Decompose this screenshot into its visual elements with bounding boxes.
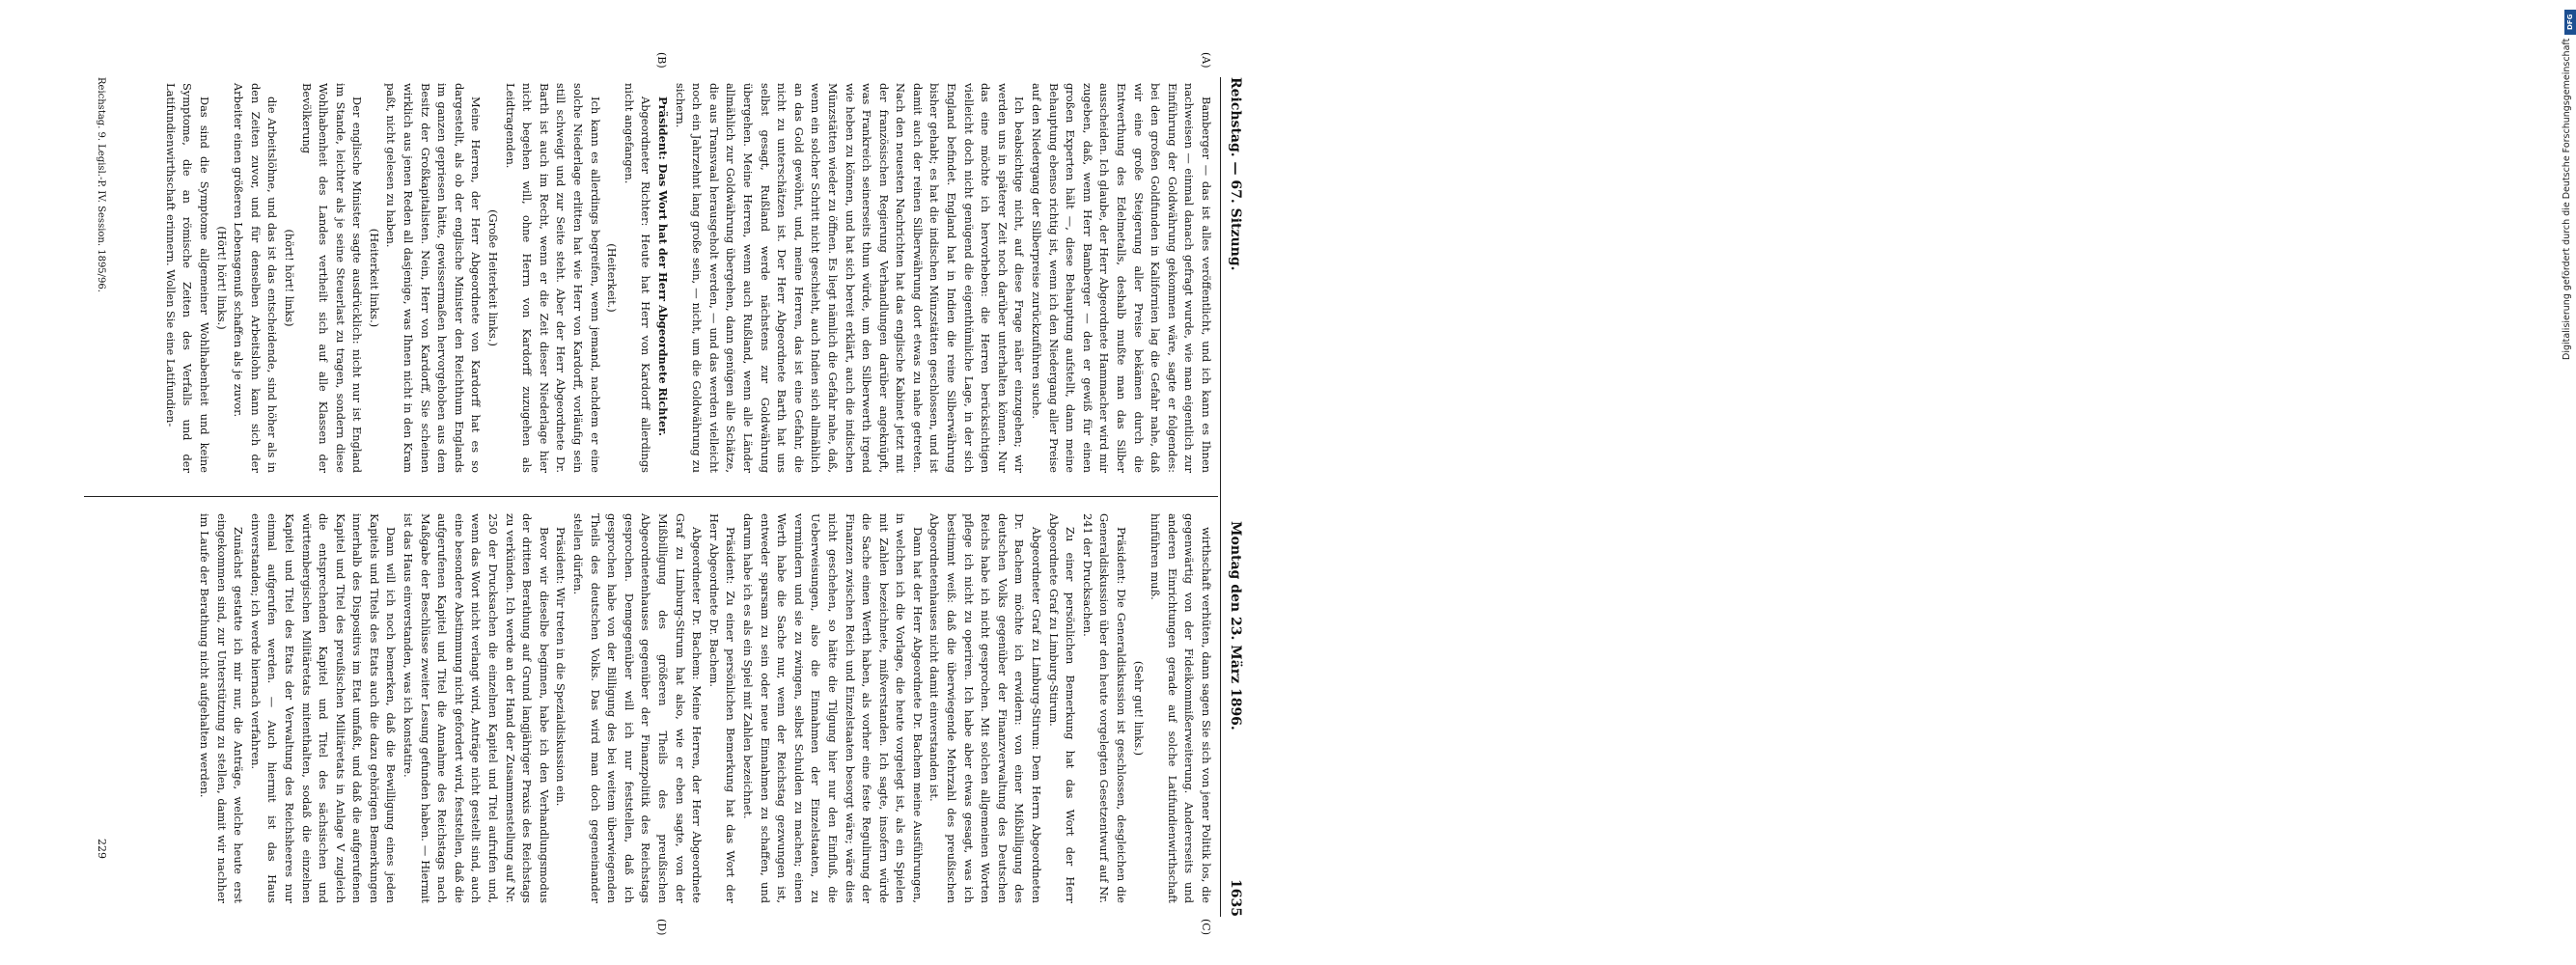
header-page-number: 1635	[1228, 879, 1243, 917]
interjection: (Sehr gut! links.)	[1131, 660, 1146, 757]
margin-letter-b: (B)	[655, 52, 668, 69]
speaker-line: Präsident: Zu einer persönlichen Bemerkung hat das Wort der Herr Abgeordnete Dr. Bachem.	[706, 513, 738, 903]
margin-letter-a: (A)	[1200, 52, 1212, 69]
paragraph: Dann will ich noch bemerken, daß die Bewilligung eines jeden Kapitels und Titels des Etats auch die dazu gehörigen Bemerkungen innerhalb des Dispositivs im Etat umfaßt, und daß die aufgerufenen Kapitel und Titel des preußischen Militäretats in Anlage V zugleich die entsprechenden Kapitel und Titel des sächsischen und württembergischen Militäretats mitenthalten, sodaß die einzelnen Kapitel und Titel des Etats der Verwaltung des Reichsheeres nur einmal aufgerufen werden. — Auch hiermit ist das Haus einverstanden; ich werde hiernach verfahren.	[248, 513, 399, 903]
footer-session: Reichstag. 9. Legisl.-P. IV. Session. 1895/96.	[96, 77, 106, 292]
interjection: (hört! hört! links)	[282, 229, 296, 327]
right-column	[195, 513, 1214, 903]
left-column	[161, 83, 1214, 473]
paragraph: Bevor wir dieselbe beginnen, habe ich den Verhandlungsmodus der dritten Berathung auf Grund langjähriger Praxis des Reichstags zu verkünden. Ich werde an der Hand der Zusammenstellung auf Nr. 250 der Drucksachen die einzelnen Kapitel und Titel aufrufen und, wenn das Wort nicht verlangt wird, Anträge nicht gestellt sind, auch eine besondere Abstimmung nicht gefordert wird, feststellen, daß die aufgerufenen Kapitel und Titel die Annahme des Reichstags nach Maßgabe der Beschlüsse zweiter Lesung gefunden haben. — Hiermit ist das Haus einverstanden, was ich konstatire.	[402, 513, 551, 903]
dfg-credit-text: Digitalisierung gefördert durch die Deutsche Forschungsgemeinschaft	[2562, 39, 2572, 361]
speaker-line: Präsident: Wir treten in die Spezialdiskussion ein.	[554, 527, 568, 807]
column-rule	[84, 496, 1218, 497]
interjection: (Heiterkeit.)	[605, 243, 620, 313]
page-header	[1224, 77, 1245, 917]
paragraph: wirthschaft verhüten, dann sagen Sie sich von jener Politik los, die gegenwärtig von der Fideikommißerweiterung. Andererseits und anderen Einrichtungen gerade auf solche Latifundienwirthschaft hinführen muß.	[1149, 513, 1213, 903]
credit-strip	[1272, 0, 2574, 965]
footer-page-code: 229	[96, 839, 108, 859]
interjection: (Heiterkeit links.)	[367, 228, 381, 328]
speaker-line: Abgeordneter Graf zu Limburg-Stirum: Dem Herrn Abgeordneten Dr. Bachem möchte ich erwidern: von einer Mißbilligung des deutschen Volks gegenüber der Finanzverwaltung des Deutschen Reichs habe ich nicht gesprochen. Mit solchen allgemeinen Worten pflege ich nicht zu operiren. Ich habe aber etwas gesagt, was ich bestimmt weiß: daß die überwiegende Mehrzahl des preußischen Abgeordnetenhauses nicht damit einverstanden ist.	[928, 513, 1044, 903]
paragraph: die Arbeitslöhne, und das ist das entscheidende, sind höher als in den Zeiten zuvor, und für denselben Arbeitslohn kann sich der Arbeiter einen größeren Lebensgenuß schaffen als je zuvor.	[232, 83, 280, 473]
speaker-line: Präsident: Das Wort hat der Herr Abgeordnete Richter.	[656, 96, 670, 437]
paragraph: Der englische Minister sagte ausdrücklich: nicht nur ist England im Stande, leichter als je seine Steuerlast zu tragen, sondern diese Wohlhabenheit des Landes vertheilt sich auf alle Klassen der Bevölkerung	[299, 83, 365, 473]
paragraph: Zu einer persönlichen Bemerkung hat das Wort der Herr Abgeordnete Graf zu Limburg-Stirum.	[1046, 513, 1078, 903]
paragraph: Ich beabsichtige nicht, auf diese Frage näher einzugehen; wir werden uns in späterer Zeit noch darüber unterhalten können. Nur das eine möchte ich hervorheben: die Herren berücksichtigen vielleicht doch nicht genügend die eigenthümliche Lage, in der sich England befindet. England hat in Indien die reine Silberwährung bisher gehabt; es hat die indischen Münzstätten geschlossen, und ist damit auch der reinen Silberwährung dort etwas zu nahe getreten. Nach den neuesten Nachrichten hat das englische Kabinet jetzt mit der französischen Regierung Verhandlungen darüber angeknüpft, was Frankreich seinerseits thun würde, um den Silberwerth irgend wie heben zu können, und hat sich bereit erklärt, auch die indischen Münzstätten wieder zu öffnen. Es liegt nämlich die Gefahr nahe, daß, wenn ein solcher Schritt nicht geschieht, auch Indien sich allmählich an das Gold gewöhnt, und, meine Herren, das ist eine Gefahr, die nicht zu unterschätzen ist. Der Herr Abgeordnete Barth hat uns selbst gesagt, Rußland werde nächstens zur Goldwährung übergehen. Meine Herren, wenn auch Rußland, wenn alle Länder allmählich zur Goldwährung übergehen, dann genügen alle Schätze, die aus Transvaal herausgeholt werden, — und das werden vielleicht noch ein Jahrzehnt lang große sein, — nicht, um die Goldwährung zu sichern.	[673, 83, 1027, 473]
paragraph: Zunächst gestatte ich mir nur, die Anträge, welche heute erst eingekommen sind, zur Unterstützung zu stellen, damit wir nachher im Laufe der Berathung nicht aufgehalten werden.	[197, 513, 246, 903]
header-rule	[1220, 77, 1221, 917]
scanned-page	[77, 52, 1245, 936]
header-left: Reichstag. — 67. Sitzung.	[1228, 77, 1243, 271]
speaker-line: Abgeordneter Richter: Heute hat Herr von Kardorff allerdings nicht angefangen.	[622, 83, 653, 473]
margin-letter-d: (D)	[655, 919, 668, 936]
paragraph: Das sind die Symptome allgemeiner Wohlhabenheit und keine Symptome, die an römische Zeiten des Verfalls und der Latifundienwirthschaft erinnern. Wollen Sie eine Latifundien-	[163, 83, 211, 473]
dfg-logo: DFG	[2564, 10, 2576, 35]
paragraph: Ich kann es allerdings begreifen, wenn jemand, nachdem er eine solche Niederlage erlitten hat wie Herr von Kardorff, vorläufig sein still schweigt und zur Seite steht. Aber der Herr Abgeordnete Dr. Barth ist auch im Recht, wenn er die Zeit dieser Niederlage hier nicht begehen will, ohne Herrn von Kardorff zuzugehen als Leidtragenden.	[503, 83, 602, 473]
speaker-line: Abgeordneter Dr. Bachem: Meine Herren, der Herr Abgeordnete Graf zu Limburg-Stirum hat also, wie er eben sagte, von der Mißbilligung des größeren Theils des preußischen Abgeordnetenhauses gegenüber der Finanzpolitik des Reichstags gesprochen. Demgegenüber will ich nur feststellen, daß ich gesprochen habe von der Billigung des bei weitem überwiegenden Theils des deutschen Volks. Das wird man doch gegeneinander stellen dürfen.	[571, 513, 705, 903]
paragraph: Bamberger — das ist alles veröffentlicht, und ich kann es Ihnen nachweisen — einmal danach gefragt wurde, wie man eigentlich zur Einführung der Goldwährung gekommen wäre, sagte er folgendes: bei den großen Goldfunden in Kalifornien lag die Gefahr nahe, daß wir eine große Steigerung aller Preise bekämen durch die Entwerthung des Edelmetalls, deshalb mußte man das Silber ausscheiden. Ich glaube, der Herr Abgeordnete Hammacher wird mir zugeben, daß, wenn Herr Bamberger — den er gewiß für einen großen Experten hält —, diese Behauptung aufstellt, dann meine Behauptung ebenso richtig ist, wenn ich den Niedergang aller Preise auf den Niedergang der Silberpreise zurückzuführen suche.	[1030, 83, 1213, 473]
interjection: (Große Heiterkeit links.)	[486, 209, 501, 346]
header-center: Montag den 23. März 1896.	[1228, 521, 1243, 731]
interjection: (Hört! hört! links.)	[214, 226, 229, 330]
speaker-line: Präsident: Die Generaldiskussion ist geschlossen, desgleichen die Generaldiskussion über den heute vorgelegten Gesetzentwurf auf Nr. 241 der Drucksachen.	[1080, 513, 1129, 903]
paragraph: Dann hat der Herr Abgeordnete Dr. Bachem meine Ausführungen, in welchen ich die Vorlage, die heute vorgelegt ist, als ein Spielen mit Zahlen bezeichnete, mißverstanden. Ich sagte, insofern würde die Sache einen Werth haben, als vorher eine feste Regulirung der Finanzen zwischen Reich und Einzelstaaten besorgt wäre; wäre dies nicht geschehen, so hätte die Tilgung hier nur den Einfluß, die Ueberweisungen, also die Einnahmen der Einzelstaaten, zu vermindern und sie zu zwingen, selbst Schulden zu machen; einen Werth habe die Sache nur, wenn der Reichstag gezwungen ist, entweder sparsam zu sein oder neue Einnahmen zu schaffen, und darum habe ich es als ein Spiel mit Zahlen bezeichnet.	[740, 513, 925, 903]
paragraph: Meine Herren, der Herr Abgeordnete von Kardorff hat es so dargestellt, als ob der englische Minister den Reichthum Englands im ganzen gepriesen hätte, gewissermaßen hervorgehoben aus dem Besitz der Großkapitalisten. Nein, Herr von Kardorff, Sie scheinen wirklich aus jenen Reden all dasjenige, was Ihnen nicht in den Kram paßt, nicht gelesen zu haben.	[384, 83, 484, 473]
margin-letter-c: (C)	[1200, 919, 1212, 935]
